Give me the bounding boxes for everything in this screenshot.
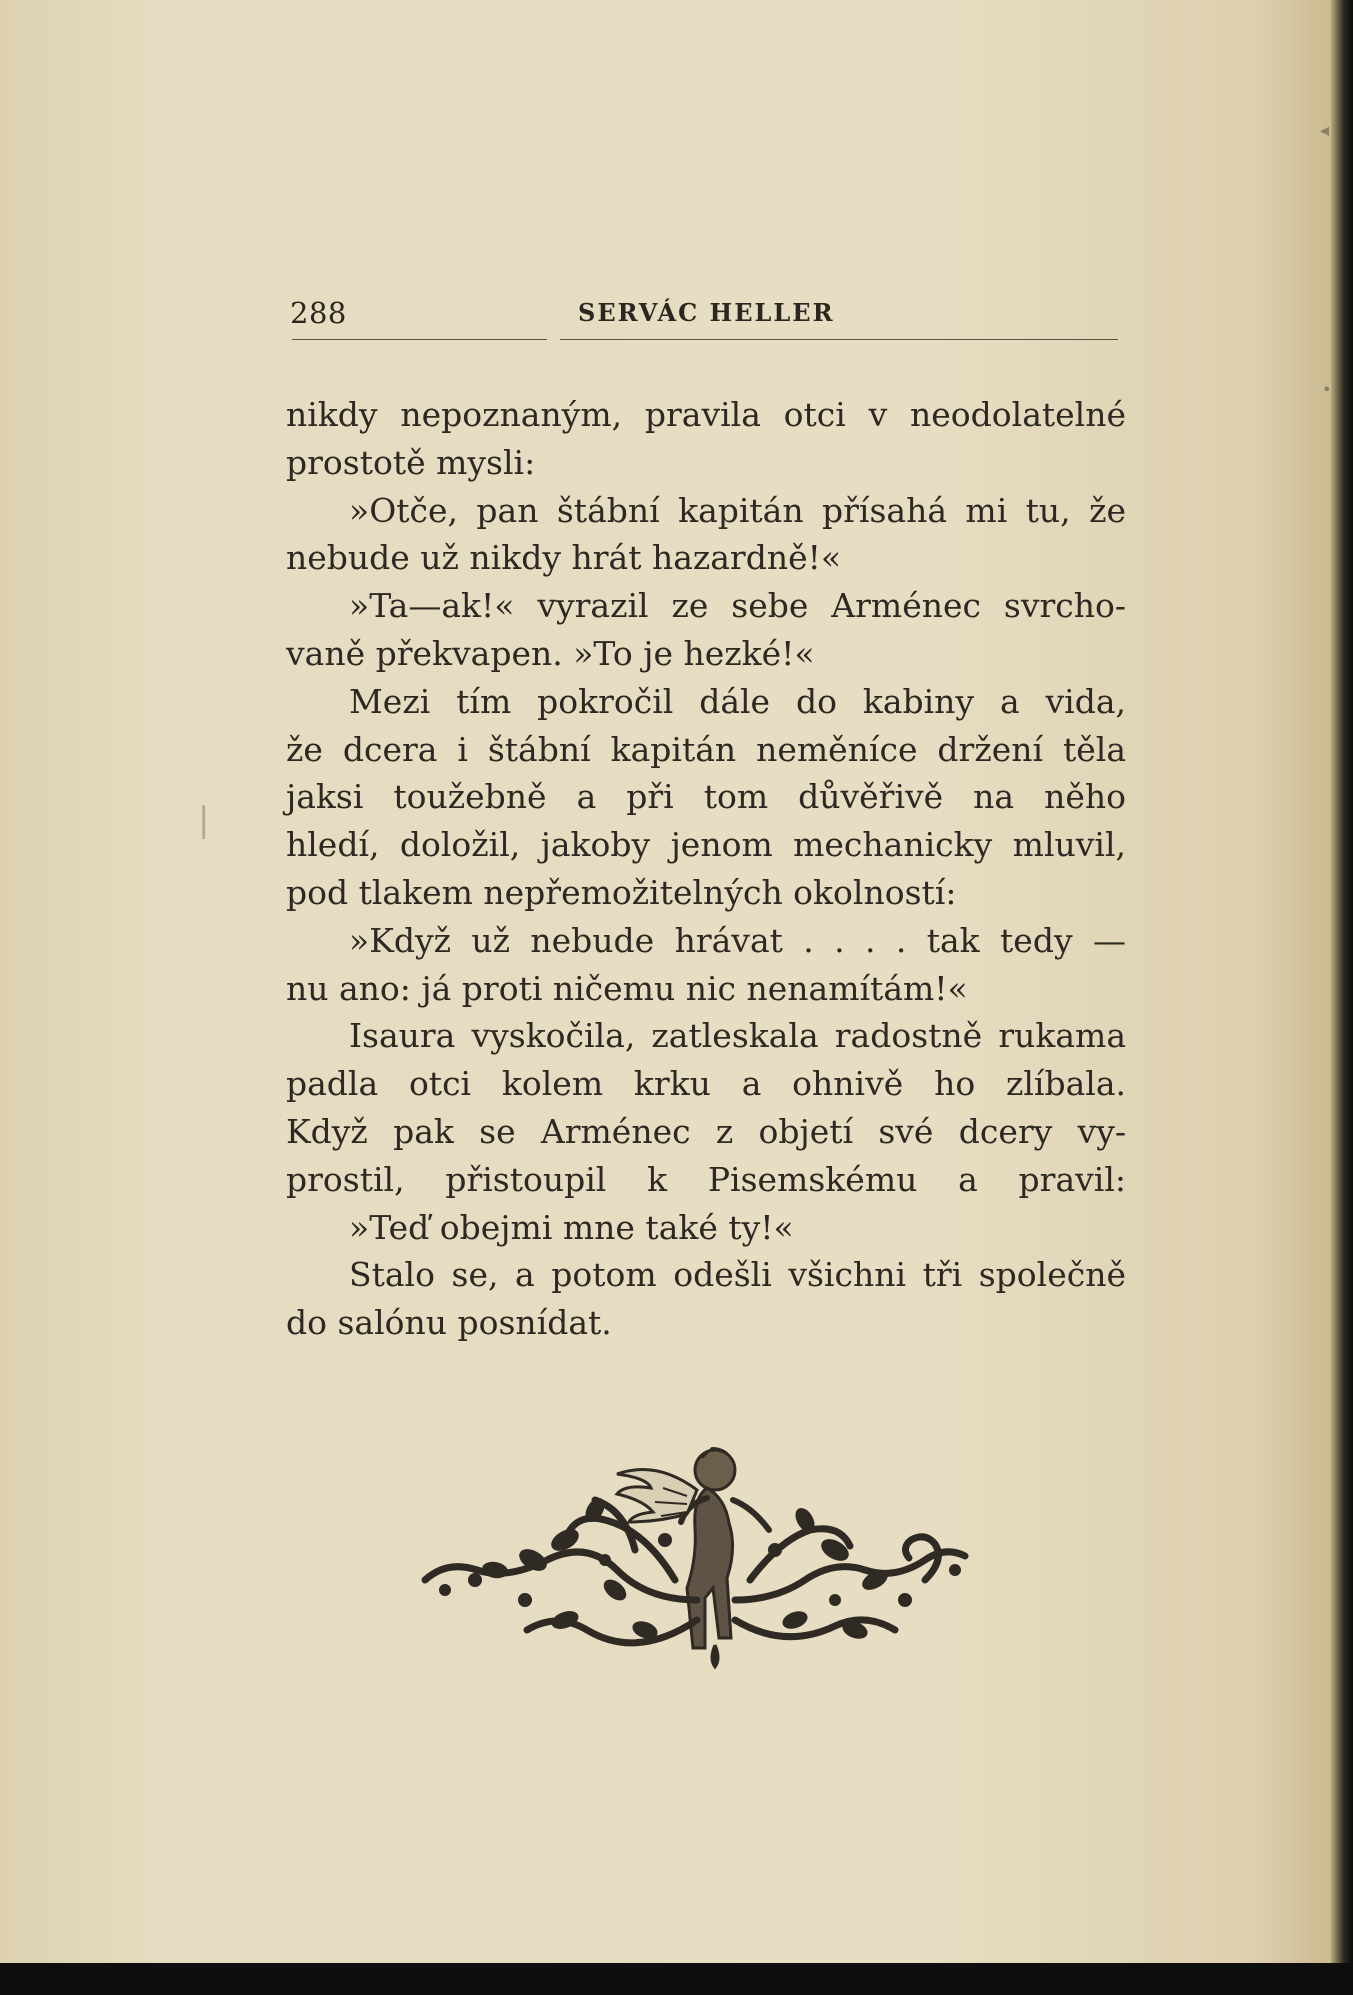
text-line: prostotě mysli:	[286, 442, 536, 482]
text-line: Stalo se, a potom odešli všichni tři společně	[349, 1255, 1126, 1295]
cherub-icon	[617, 1448, 769, 1648]
header-rule	[560, 339, 1118, 340]
text-line: nu ano: já proti ničemu nic nenamítám!«	[286, 968, 968, 1008]
page-number: 288	[290, 296, 347, 330]
scan-border	[0, 1963, 1353, 1995]
text-line: »Otče, pan štábní kapitán přísahá mi tu, že	[349, 490, 1126, 530]
text-line: »Ta—ak!« vyrazil ze sebe Arménec svrcho-	[349, 586, 1126, 626]
text-line: Když pak se Arménec z objetí své dcery vy-	[286, 1111, 1126, 1151]
running-head: SERVÁC HELLER	[578, 298, 835, 327]
page-header	[288, 292, 1118, 342]
text-line: nikdy nepoznaným, pravila otci v neodolatelné	[286, 395, 1126, 434]
text-line: nebude už nikdy hrát hazardně!«	[286, 538, 842, 578]
text-line: hledí, doložil, jakoby jenom mechanicky mluvil,	[286, 825, 1126, 865]
text-line: pod tlakem nepřemožitelných okolností:	[286, 872, 957, 912]
text-line: »Když už nebude hrávat . . . . tak tedy —	[349, 920, 1126, 960]
text-line: »Teď obejmi mne také ty!«	[349, 1207, 794, 1247]
edge-mark: ◂	[1320, 120, 1330, 141]
text-line: do salónu posnídat.	[286, 1303, 612, 1343]
body-text	[286, 391, 1126, 1347]
header-rule	[292, 339, 547, 340]
text-line: Isaura vyskočila, zatleskala radostně rukama	[349, 1016, 1126, 1056]
right-scroll-icon	[735, 1529, 965, 1637]
text-line: že dcera i štábní kapitán neměníce držení těla	[286, 729, 1126, 769]
book-spine-edge	[1331, 0, 1353, 1995]
text-line: jaksi toužebně a při tom důvěřivě na něho	[286, 777, 1126, 817]
margin-mark: |	[198, 800, 210, 840]
cherub-with-scrolls-vignette-icon	[415, 1430, 995, 1670]
edge-mark: •	[1322, 380, 1332, 399]
text-line: padla otci kolem krku a ohnivě ho zlíbala.	[286, 1064, 1126, 1104]
text-line: Mezi tím pokročil dále do kabiny a vida,	[349, 681, 1126, 721]
text-line: vaně překvapen. »To je hezké!«	[286, 633, 815, 673]
text-line: prostil, přistoupil k Pisemskému a pravil:	[286, 1159, 1126, 1199]
